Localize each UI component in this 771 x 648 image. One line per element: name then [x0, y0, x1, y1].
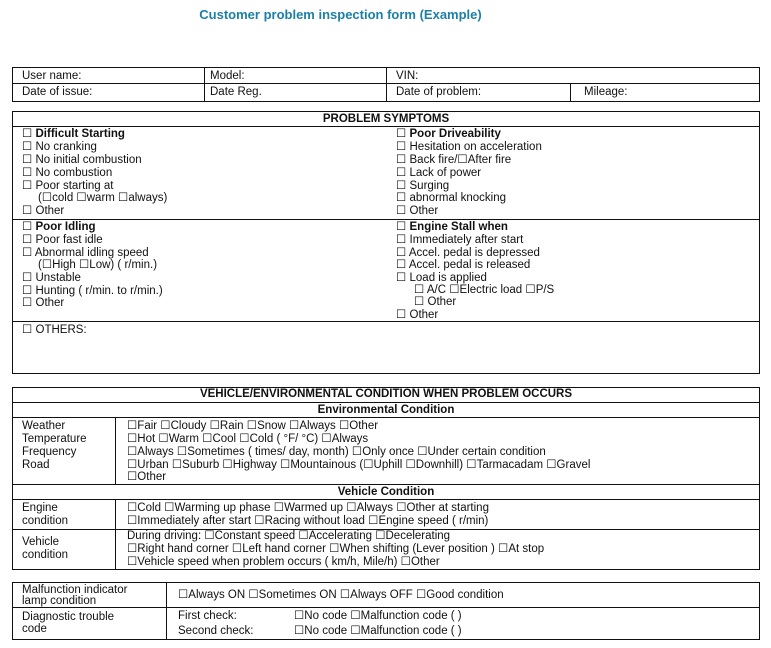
load-other-checkbox[interactable]: ☐ Other — [414, 296, 457, 308]
user-name-field[interactable]: User name: — [22, 70, 82, 82]
divider — [12, 126, 760, 127]
temperature-options[interactable]: ☐Hot ☐Warm ☐Cool ☐Cold ( °F/ °C) ☐Always — [127, 433, 369, 445]
divider — [12, 417, 760, 418]
abnormal-idling-speed-checkbox[interactable]: ☐ Abnormal idling speed — [22, 247, 149, 259]
engine-stall-checkbox[interactable]: ☐ Engine Stall when — [396, 221, 508, 233]
others-checkbox[interactable]: ☐ OTHERS: — [22, 324, 87, 336]
lack-of-power-checkbox[interactable]: ☐ Lack of power — [396, 167, 482, 179]
divider — [12, 499, 760, 500]
poor-fast-idle-checkbox[interactable]: ☐ Poor fast idle — [22, 234, 103, 246]
divider — [12, 607, 760, 608]
engine-temperature-options[interactable]: ☐Cold ☐Warming up phase ☐Warmed up ☐Always ☐Other at starting — [127, 502, 489, 514]
model-field[interactable]: Model: — [210, 70, 245, 82]
pedal-released-checkbox[interactable]: ☐ Accel. pedal is released — [396, 259, 531, 271]
vehicle-condition-label: condition — [22, 549, 69, 561]
divider — [12, 219, 760, 220]
lamp-condition-options[interactable]: ☐Always ON ☐Sometimes ON ☐Always OFF ☐Good condition — [178, 589, 504, 601]
divider — [12, 484, 760, 485]
problem-symptoms-box — [12, 111, 760, 374]
poor-idling-checkbox[interactable]: ☐ Poor Idling — [22, 221, 96, 233]
temperature-label: Temperature — [22, 433, 87, 445]
poor-driveability-checkbox[interactable]: ☐ Poor Driveability — [396, 128, 501, 140]
no-cranking-checkbox[interactable]: ☐ No cranking — [22, 141, 97, 153]
mileage-field[interactable]: Mileage: — [584, 86, 628, 98]
weather-label: Weather — [22, 420, 66, 432]
divider — [12, 402, 760, 403]
hunting-checkbox[interactable]: ☐ Hunting ( r/min. to r/min.) — [22, 285, 163, 297]
back-fire-checkbox[interactable]: ☐ Back fire/☐After fire — [396, 154, 512, 166]
vehicle-environment-heading: VEHICLE/ENVIRONMENTAL CONDITION WHEN PROBLEM OCCURS — [199, 388, 573, 400]
road-other-checkbox[interactable]: ☐Other — [127, 471, 167, 483]
vehicle-label: Vehicle — [22, 536, 60, 548]
surging-checkbox[interactable]: ☐ Surging — [396, 180, 450, 192]
divider — [570, 84, 571, 102]
divider — [166, 582, 167, 640]
unstable-checkbox[interactable]: ☐ Unstable — [22, 272, 81, 284]
idling-high-low-options[interactable]: (☐High ☐Low) ( r/min.) — [38, 259, 158, 271]
vehicle-condition-heading: Vehicle Condition — [337, 486, 435, 498]
vin-field[interactable]: VIN: — [396, 70, 419, 82]
abnormal-knocking-checkbox[interactable]: ☐ abnormal knocking — [396, 192, 507, 204]
divider — [204, 67, 205, 102]
divider — [115, 417, 116, 484]
pedal-depressed-checkbox[interactable]: ☐ Accel. pedal is depressed — [396, 247, 540, 259]
vehicle-speed-options[interactable]: ☐Vehicle speed when problem occurs ( km/h, Mile/h) ☐Other — [127, 556, 440, 568]
malfunction-indicator-label: Malfunction indicator — [22, 584, 128, 596]
diagnostic-trouble-label: Diagnostic trouble — [22, 611, 115, 623]
starting-other-checkbox[interactable]: ☐ Other — [22, 205, 65, 217]
weather-options[interactable]: ☐Fair ☐Cloudy ☐Rain ☐Snow ☐Always ☐Other — [127, 420, 379, 432]
first-check-options[interactable]: ☐No code ☐Malfunction code ( ) — [294, 610, 462, 622]
hesitation-checkbox[interactable]: ☐ Hesitation on acceleration — [396, 141, 542, 153]
load-applied-checkbox[interactable]: ☐ Load is applied — [396, 272, 487, 284]
driveability-other-checkbox[interactable]: ☐ Other — [396, 205, 439, 217]
engine-condition-label: condition — [22, 515, 69, 527]
no-initial-combustion-checkbox[interactable]: ☐ No initial combustion — [22, 154, 142, 166]
date-of-problem-field[interactable]: Date of problem: — [396, 86, 482, 98]
second-check-label: Second check: — [178, 625, 254, 637]
driving-options[interactable]: During driving: ☐Constant speed ☐Accelerating ☐Decelerating — [127, 530, 451, 542]
form-title: Customer problem inspection form (Example) — [199, 7, 482, 22]
idling-other-checkbox[interactable]: ☐ Other — [22, 297, 65, 309]
difficult-starting-checkbox[interactable]: ☐ Difficult Starting — [22, 128, 125, 140]
date-reg-field[interactable]: Date Reg. — [210, 86, 262, 98]
immediately-after-start-checkbox[interactable]: ☐ Immediately after start — [396, 234, 524, 246]
engine-start-options[interactable]: ☐Immediately after start ☐Racing without load ☐Engine speed ( r/min) — [127, 515, 489, 527]
no-combustion-checkbox[interactable]: ☐ No combustion — [22, 167, 113, 179]
divider — [386, 67, 387, 102]
lamp-condition-label: lamp condition — [22, 595, 97, 607]
frequency-label: Frequency — [22, 446, 77, 458]
second-check-options[interactable]: ☐No code ☐Malfunction code ( ) — [294, 625, 462, 637]
diagnostic-code-label: code — [22, 623, 47, 635]
environmental-condition-heading: Environmental Condition — [317, 404, 455, 416]
divider — [12, 321, 760, 322]
road-label: Road — [22, 459, 50, 471]
cornering-options[interactable]: ☐Right hand corner ☐Left hand corner ☐When shifting (Lever position ) ☐At stop — [127, 543, 545, 555]
date-of-issue-field[interactable]: Date of issue: — [22, 86, 93, 98]
poor-starting-checkbox[interactable]: ☐ Poor starting at — [22, 180, 114, 192]
starting-temperature-options[interactable]: (☐cold ☐warm ☐always) — [38, 192, 168, 204]
stall-other-checkbox[interactable]: ☐ Other — [396, 309, 439, 321]
road-options[interactable]: ☐Urban ☐Suburb ☐Highway ☐Mountainous (☐Uphill ☐Downhill) ☐Tarmacadam ☐Gravel — [127, 459, 591, 471]
first-check-label: First check: — [178, 610, 237, 622]
engine-label: Engine — [22, 502, 58, 514]
frequency-options[interactable]: ☐Always ☐Sometimes ( times/ day, month) ☐Only once ☐Under certain condition — [127, 446, 546, 458]
load-type-options[interactable]: ☐ A/C ☐Electric load ☐P/S — [414, 284, 555, 296]
problem-symptoms-heading: PROBLEM SYMPTOMS — [322, 113, 450, 125]
divider — [115, 499, 116, 570]
